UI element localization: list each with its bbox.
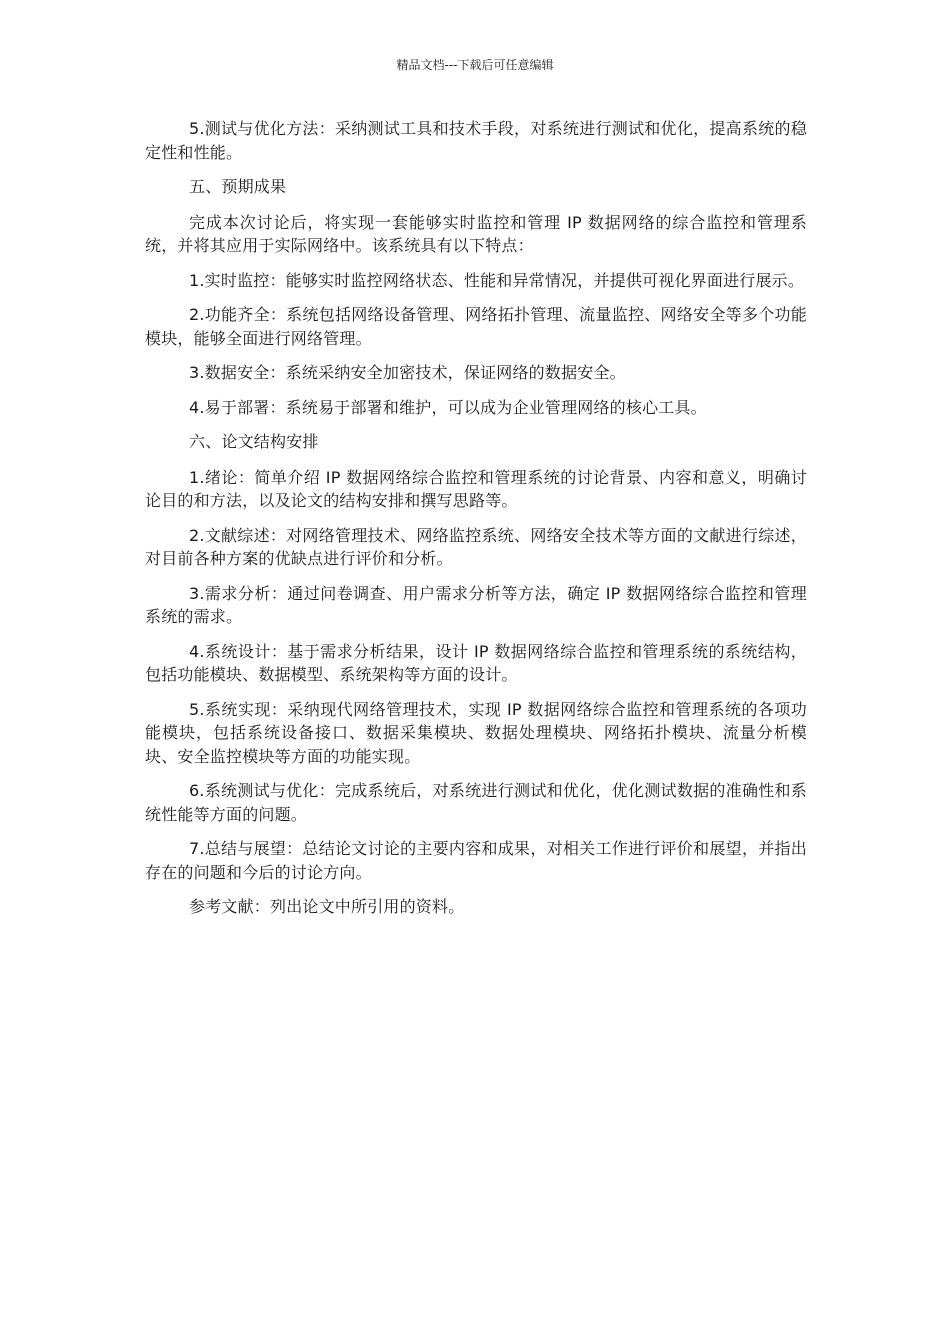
list-item-requirements-analysis: 3.需求分析：通过问卷调查、用户需求分析等方法，确定 IP 数据网络综合监控和管理系统的需求。 xyxy=(145,583,807,626)
list-item-testing-optimization: 6.系统测试与优化：完成系统后，对系统进行测试和优化，优化测试数据的准确性和系统性能等方面的问题。 xyxy=(145,781,807,824)
section-heading-expected-results: 五、预期成果 xyxy=(189,177,287,196)
list-item-summary-outlook: 7.总结与展望：总结论文讨论的主要内容和成果，对相关工作进行评价和展望，并指出存在的问题和今后的讨论方向。 xyxy=(145,839,807,882)
list-item-realtime-monitoring: 1.实时监控：能够实时监控网络状态、性能和异常情况，并提供可视化界面进行展示。 xyxy=(189,270,805,290)
section-heading-thesis-structure: 六、论文结构安排 xyxy=(189,432,319,451)
paragraph-results-intro: 完成本次讨论后，将实现一套能够实时监控和管理 IP 数据网络的综合监控和管理系统，并将其应用于实际网络中。该系统具有以下特点： xyxy=(145,212,807,255)
page-header: 精品文档---下载后可任意编辑 xyxy=(396,58,554,72)
list-item-literature-review: 2.文献综述：对网络管理技术、网络监控系统、网络安全技术等方面的文献进行综述，对目前各种方案的优缺点进行评价和分析。 xyxy=(145,525,807,568)
list-item-system-design: 4.系统设计：基于需求分析结果，设计 IP 数据网络综合监控和管理系统的系统结构，包括功能模块、数据模型、系统架构等方面的设计。 xyxy=(145,641,807,684)
list-item-easy-deployment: 4.易于部署：系统易于部署和维护，可以成为企业管理网络的核心工具。 xyxy=(189,397,707,417)
list-item-data-security: 3.数据安全：系统采纳安全加密技术，保证网络的数据安全。 xyxy=(189,363,626,382)
document-body xyxy=(145,117,807,930)
list-item-full-features: 2.功能齐全：系统包括网络设备管理、网络拓扑管理、流量监控、网络安全等多个功能模块，能够全面进行网络管理。 xyxy=(145,305,807,348)
list-item-system-implementation: 5.系统实现：采纳现代网络管理技术，实现 IP 数据网络综合监控和管理系统的各项功能模块，包括系统设备接口、数据采集模块、数据处理模块、网络拓扑模块、流量分析模块、安全监控模块等方面的功能实现。 xyxy=(145,699,807,766)
paragraph-test-optimization-method: 5.测试与优化方法：采纳测试工具和技术手段，对系统进行测试和优化，提高系统的稳定性和性能。 xyxy=(145,119,807,162)
paragraph-references: 参考文献：列出论文中所引用的资料。 xyxy=(189,897,465,916)
list-item-introduction: 1.绪论：简单介绍 IP 数据网络综合监控和管理系统的讨论背景、内容和意义，明确讨论目的和方法，以及论文的结构安排和撰写思路等。 xyxy=(145,467,807,510)
